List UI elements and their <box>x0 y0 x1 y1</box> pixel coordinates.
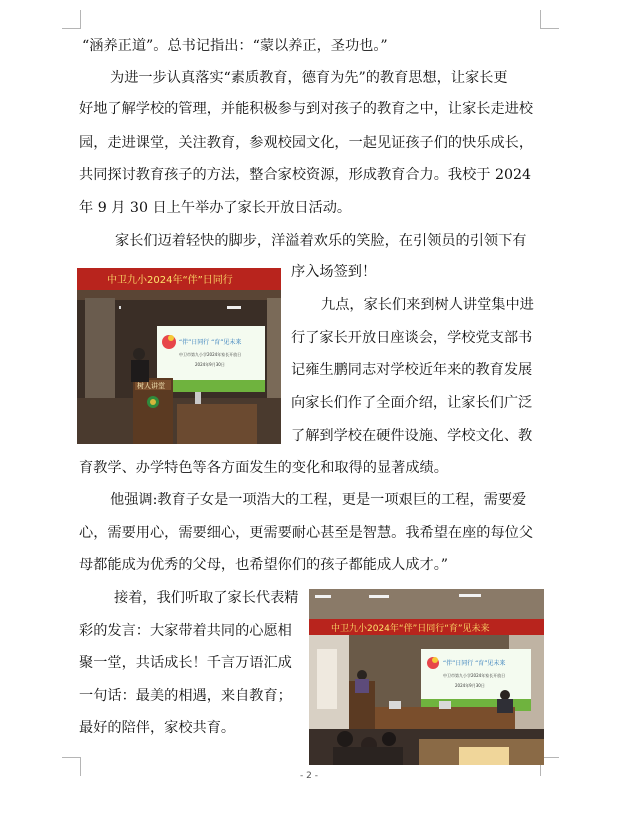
text-line: 一句话：最美的相遇，来自教育； <box>79 688 292 704</box>
crop-mark-top-left <box>62 10 81 29</box>
screen-title: “伴”日同行 “育”见未来 <box>179 339 242 346</box>
text-line: 育教学、办学特色等各方面发生的变化和取得的显著成绩。 <box>79 460 448 476</box>
banner-text: 中卫九小2024年“伴”日同行“育”见未来 <box>331 624 490 634</box>
text-line: 接着，我们听取了家长代表精 <box>114 590 299 606</box>
text-line: 共同探讨教育孩子的方法，整合家校资源，形成教育合力。我校于 2024 <box>79 167 532 183</box>
screen-subtitle: 中卫市第九小学2024年家长开放日 <box>179 352 242 357</box>
text-line: 家长们迈着轻快的脚步，洋溢着欢乐的笑脸，在引领员的引领下有 <box>115 233 527 249</box>
text-line: 了解到学校在硬件设施、学校文化、教 <box>291 428 533 444</box>
text-line: “涵养正道”。总书记指出：“蒙以养正，圣功也。” <box>82 38 388 54</box>
text-line: 年 9 月 30 日上午举办了家长开放日活动。 <box>79 200 352 216</box>
text-line: 彩的发言：大家带着共同的心愿相 <box>79 623 292 639</box>
text-line: 九点，家长们来到树人讲堂集中进 <box>321 297 534 313</box>
crop-mark-top-right <box>540 10 559 29</box>
photo-principal-speech <box>77 268 281 444</box>
text-line: 行了家长开放日座谈会，学校党支部书 <box>291 330 533 346</box>
screen-date: 2024年9月30日 <box>195 362 225 367</box>
text-line: 心，需要用心，需要细心，更需要耐心甚至是智慧。我希望在座的每位父 <box>79 525 534 541</box>
text-line: 好地了解学校的管理，并能积极参与到对孩子的教育之中，让家长走进校 <box>79 101 534 117</box>
screen-date: 2024年9月30日 <box>455 683 485 688</box>
podium-label: 树人讲堂 <box>137 382 165 390</box>
photo-parent-speech <box>309 589 544 765</box>
text-line: 序入场签到！ <box>291 264 377 280</box>
text-line: 向家长们作了全面介绍，让家长们广泛 <box>291 395 533 411</box>
text-line: 记雍生鹏同志对学校近年来的教育发展 <box>291 362 533 378</box>
page-number: - 2 - <box>300 771 318 781</box>
text-line: 最好的陪伴，家校共育。 <box>79 720 236 736</box>
text-line: 母都能成为优秀的父母，也希望你们的孩子都能成人成才。” <box>79 557 449 573</box>
text-line: 他强调:教育子女是一项浩大的工程，更是一项艰巨的工程，需要爱 <box>110 492 527 508</box>
text-line: 为进一步认真落实“素质教育，德育为先”的教育思想，让家长更 <box>110 70 508 86</box>
text-line: 聚一堂，共话成长！千言万语汇成 <box>79 655 292 671</box>
screen-title: “伴”日同行 “育”见未来 <box>443 660 506 667</box>
screen-subtitle: 中卫市第九小学2024年家长开放日 <box>443 673 506 678</box>
text-line: 园，走进课堂，关注教育，参观校园文化，一起见证孩子们的快乐成长， <box>79 135 534 151</box>
banner-text: 中卫九小2024年“伴”日同行 <box>107 275 233 286</box>
